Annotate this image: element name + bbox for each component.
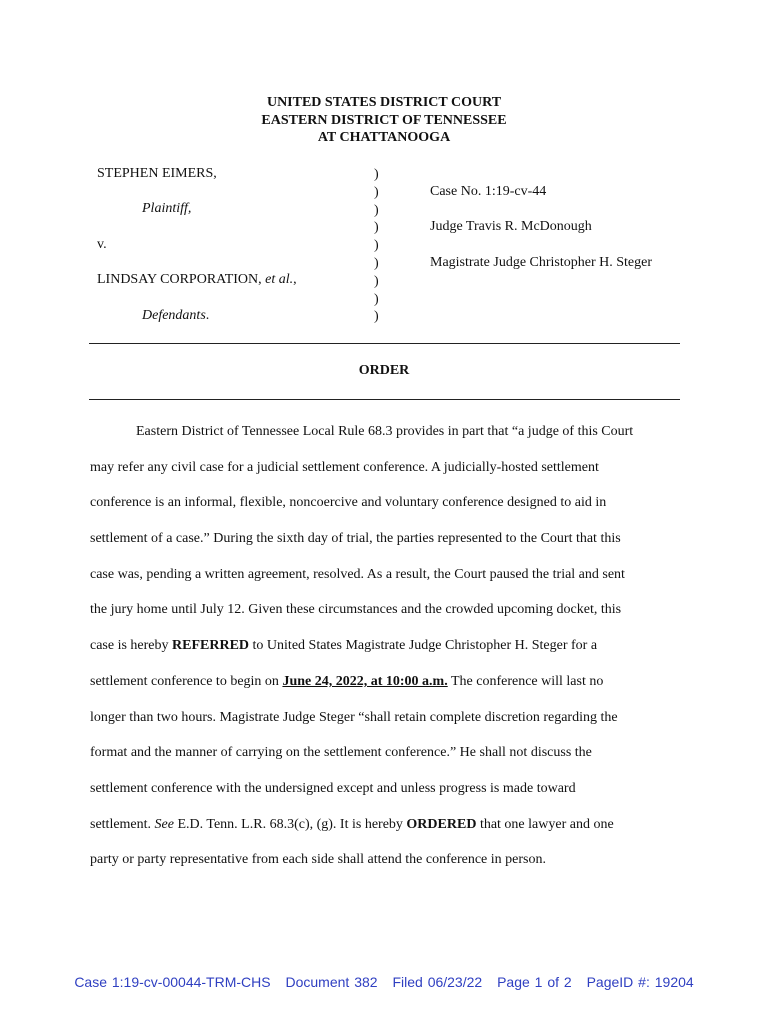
defendant-role-period: . xyxy=(205,308,210,323)
body-line: may refer any civil case for a judicial settlement conference. A judicially-hosted settlement xyxy=(90,459,599,475)
body-text: settlement conference to begin on xyxy=(90,673,283,689)
footer-pageid: PageID #: 19204 xyxy=(586,974,694,990)
case-caption xyxy=(97,166,697,331)
paren: ) xyxy=(374,309,379,325)
body-text: case is hereby xyxy=(90,638,173,654)
filing-footer xyxy=(0,974,768,990)
caption-parentheses xyxy=(374,166,384,326)
magistrate-judge: Magistrate Judge Christopher H. Steger xyxy=(430,255,653,270)
body-line: conference is an informal, flexible, noncoercive and voluntary conference designed to aid in xyxy=(90,495,607,511)
district-judge: Judge Travis R. McDonough xyxy=(430,219,592,234)
defendant-role-text: Defendants xyxy=(142,308,206,323)
defendant-role xyxy=(142,308,209,324)
divider-top xyxy=(89,343,680,344)
footer-filed: Filed 06/23/22 xyxy=(392,974,483,990)
body-line xyxy=(90,664,680,700)
case-number: Case No. 1:19-cv-44 xyxy=(430,184,547,199)
paren: ) xyxy=(374,238,379,254)
court-name: UNITED STATES DISTRICT COURT xyxy=(266,95,502,110)
see-signal: See xyxy=(154,816,174,832)
defendant-name-text: LINDSAY CORPORATION, xyxy=(97,272,262,287)
body-line: longer than two hours. Magistrate Judge Steger “shall retain complete discretion regarding the xyxy=(90,709,618,725)
paren: ) xyxy=(374,167,379,182)
court-division: AT CHATTANOOGA xyxy=(317,130,451,145)
conference-date: June 24, 2022, at 10:00 a.m. xyxy=(282,673,448,689)
body-text: settlement. xyxy=(90,816,155,832)
court-district: EASTERN DISTRICT OF TENNESSEE xyxy=(261,112,507,128)
defendant-etal: et al. xyxy=(265,272,294,287)
paren: ) xyxy=(374,291,379,307)
court-heading xyxy=(0,94,768,147)
body-line: Eastern District of Tennessee Local Rule 68.3 provides in part that “a judge of this Court xyxy=(136,424,634,439)
order-body xyxy=(90,414,680,878)
body-text: The conference will last no xyxy=(447,673,604,689)
body-line: format and the manner of carrying on the settlement conference.” He shall not discuss the xyxy=(90,745,592,761)
defendant-comma: , xyxy=(293,272,297,287)
body-text: E.D. Tenn. L.R. 68.3(c), (g). It is hereby xyxy=(173,816,407,832)
body-line: party or party representative from each side shall attend the conference in person. xyxy=(90,852,546,868)
body-text: that one lawyer and one xyxy=(476,816,614,832)
footer-page: Page 1 of 2 xyxy=(497,974,572,990)
footer-document: Document 382 xyxy=(285,974,378,990)
ordered-emphasis: ORDERED xyxy=(406,816,477,832)
paren: ) xyxy=(374,202,379,218)
referred-emphasis: REFERRED xyxy=(172,638,250,654)
paren: ) xyxy=(374,220,379,236)
body-line xyxy=(90,807,680,843)
body-text: to United States Magistrate Judge Christopher H. Steger for a xyxy=(249,638,598,654)
body-line: settlement conference with the undersigned except and unless progress is made toward xyxy=(90,780,576,796)
divider-bottom xyxy=(89,399,680,400)
paren: ) xyxy=(374,273,379,289)
body-line: settlement of a case.” During the sixth day of trial, the parties represented to the Court that this xyxy=(90,531,621,547)
plaintiff-role: Plaintiff, xyxy=(142,201,192,216)
paren: ) xyxy=(374,255,379,271)
defendant-name xyxy=(97,272,297,288)
body-line: the jury home until July 12. Given these circumstances and the crowded upcoming docket, this xyxy=(90,602,622,618)
order-title: ORDER xyxy=(358,363,410,378)
paren: ) xyxy=(374,184,379,200)
versus: v. xyxy=(97,237,107,252)
plaintiff-name: STEPHEN EIMERS, xyxy=(97,166,217,181)
footer-case: Case 1:19-cv-00044-TRM-CHS xyxy=(74,974,271,990)
body-line xyxy=(90,628,680,664)
body-line: case was, pending a written agreement, resolved. As a result, the Court paused the trial and sent xyxy=(90,566,625,582)
